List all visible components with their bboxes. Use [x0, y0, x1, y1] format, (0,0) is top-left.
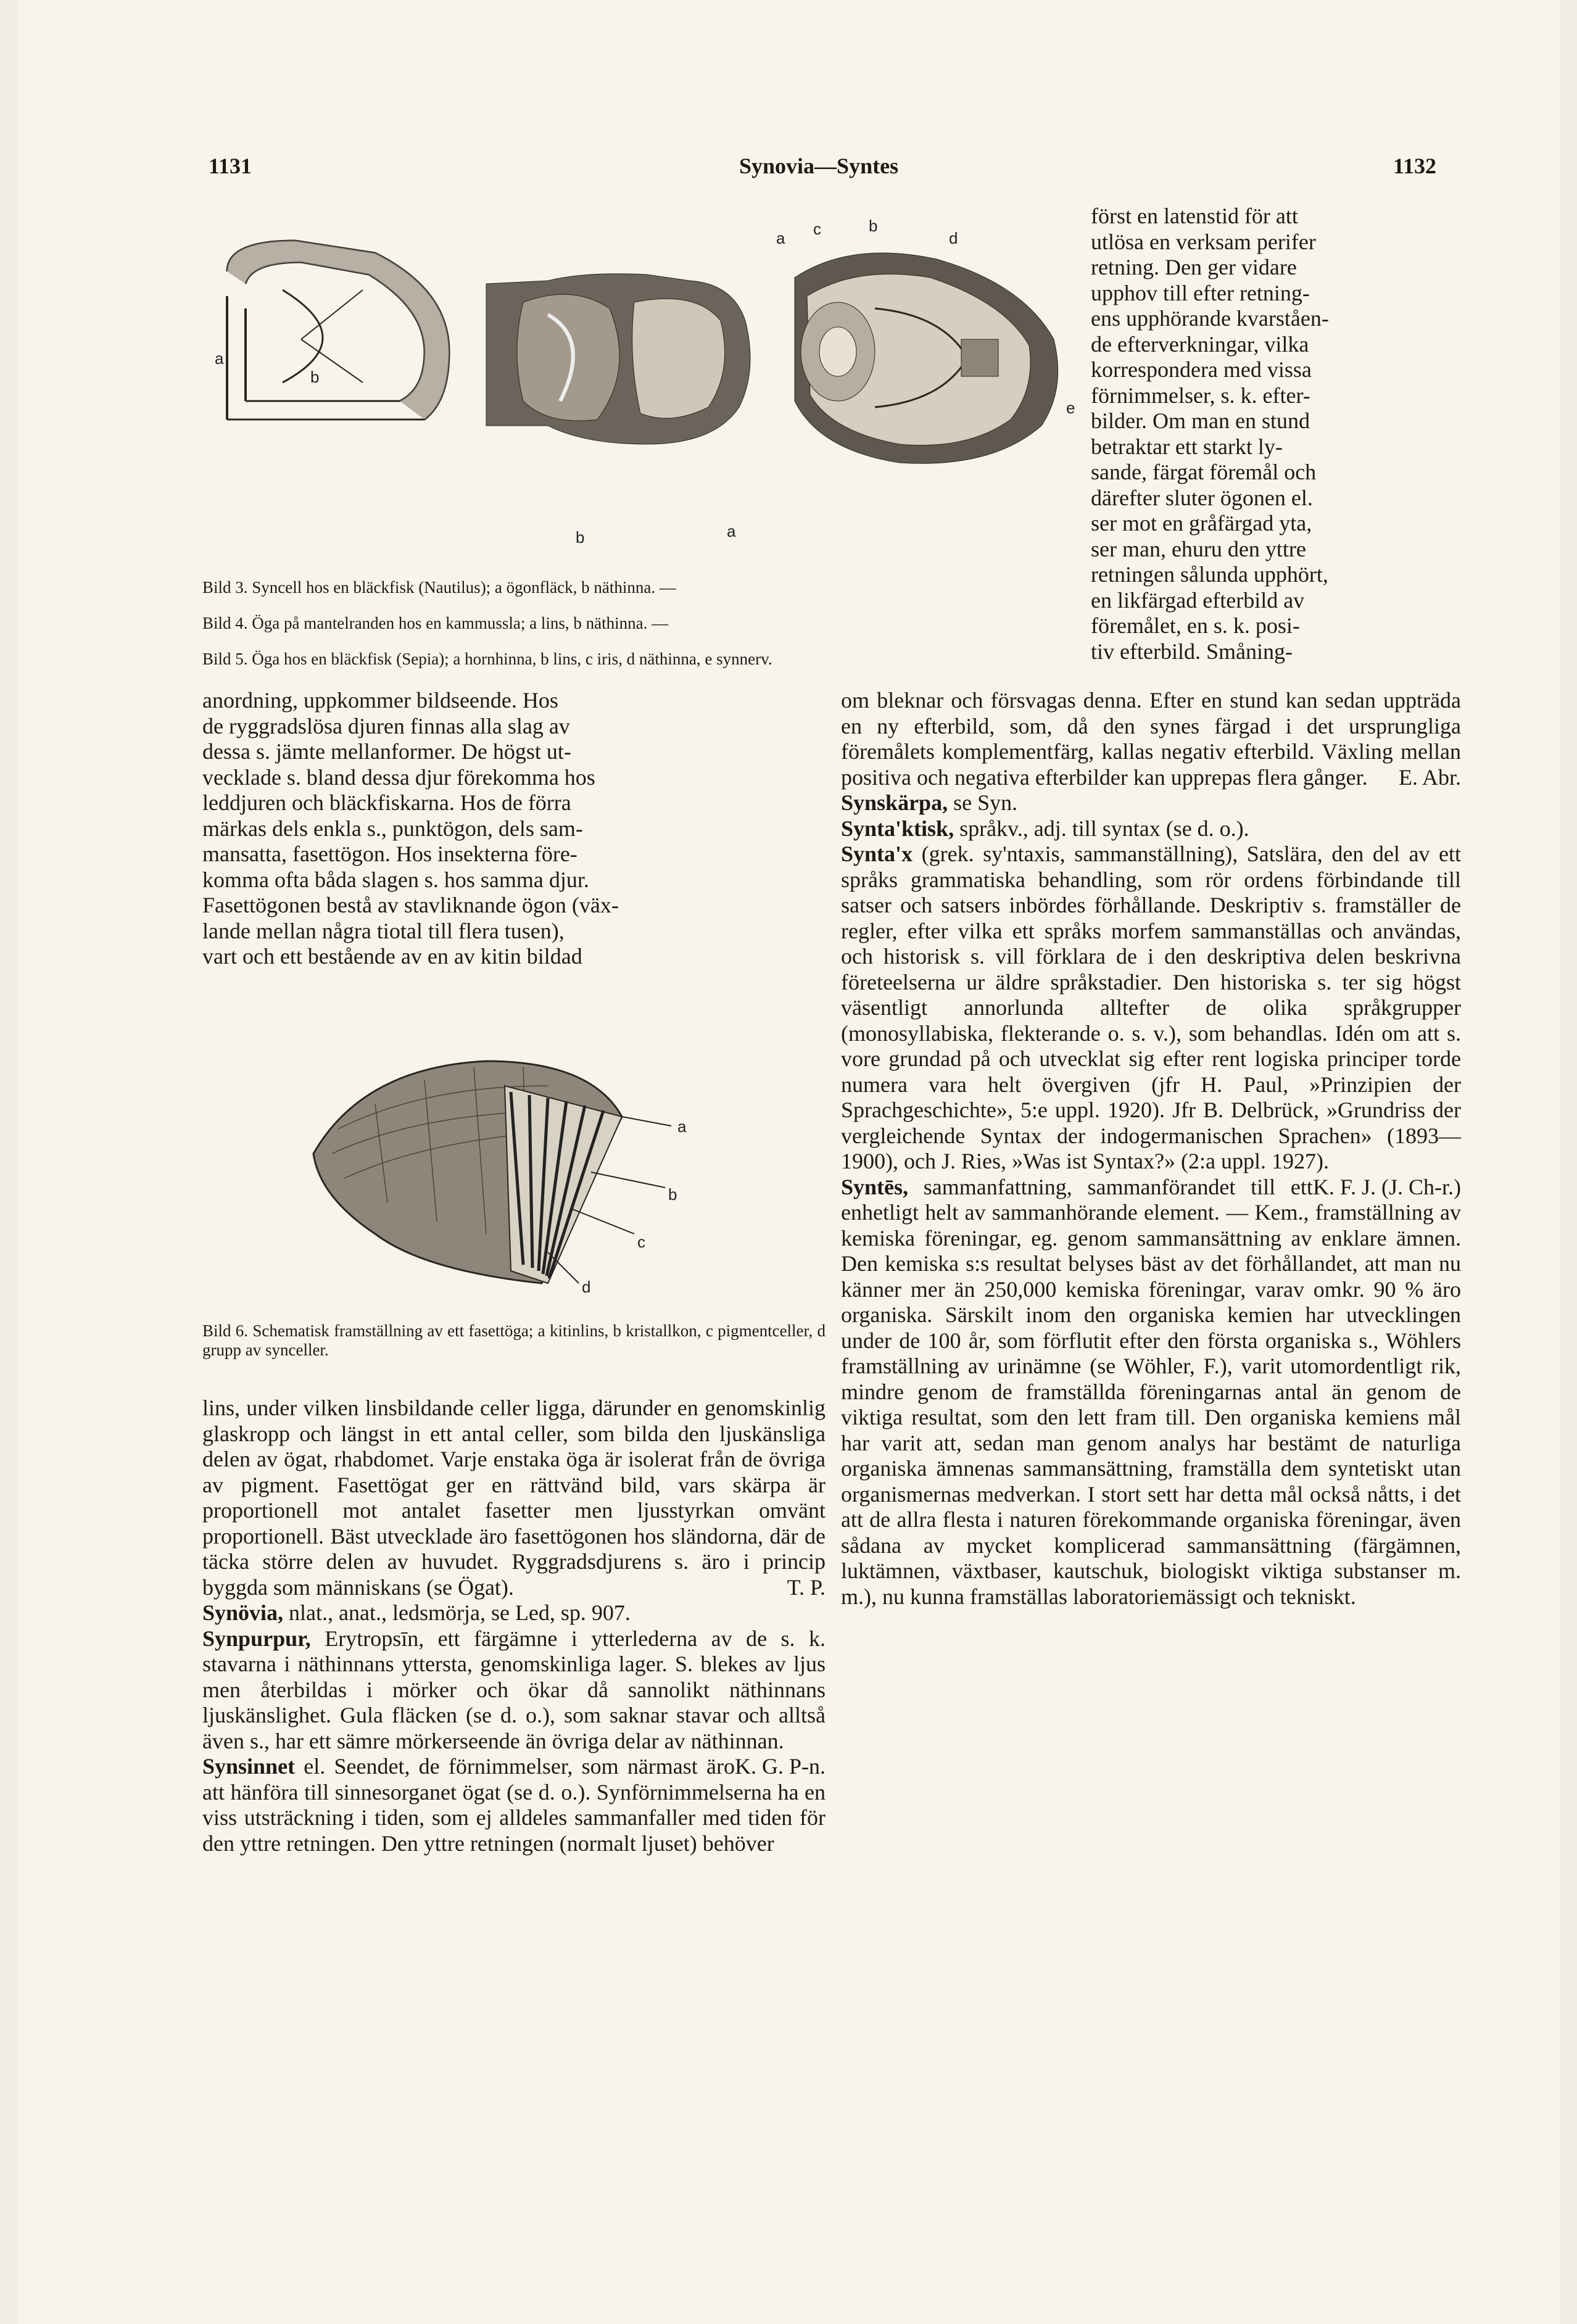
entry-text: sammanfattning, sammanförandet till ett enhetligt helt av sammanhörande element. — Kem., framställning av kemiska föreningar, eg. genom sammansättning av enklare ämnen. Den kemiska s:s resultat belyses bäst av det förhållandet, att man nu känner mer än 250,000 kemiska föreningar, varav omkr. 90 % äro organiska. Särskilt inom den organiska kemien har utvecklingen under de 100 år, som förflutit efter den första organiska s., Wöhlers framställning av urinämne (se Wöhler, F.), varit utomordentligt rik, mindre genom de framställda föreningarnas antal än genom de viktiga resultat, som den lett fram till. Den organiska kemiens mål har varit att, sedan man genom analys har bestämt de naturliga organiska ämnenas sammansättning, framställa dem syntetiskt utan organismernas medverkan. I stort sett har detta mål också nåtts, i det att de allra flesta i naturen förekommande organiska föreningar, även sådana av mycket komplicerad sammansättning (färgämnen, luktämnen, växtbaser, kautschuk, biologiskt viktiga substanser m. m.), nu kunna framställas laboratoriemässigt och tekniskt.: [841, 1174, 1461, 1609]
figure-bild-3-4-5: [202, 216, 1078, 561]
headword: Synpurpur,: [202, 1626, 311, 1651]
bild-3-drawing: [227, 241, 449, 420]
entry-text: språkv., adj. till syntax (se d. o.).: [954, 816, 1249, 841]
entry-text: nlat., anat., ledsmörja, se Led, sp. 907.: [283, 1600, 631, 1625]
text-line: utlösa en verksam perifer: [1091, 229, 1316, 254]
signature: E. Abr.: [1398, 764, 1461, 790]
caption-line: Bild 6. Schematisk framställning av ett fasettöga; a kitinlins, b kristallkon, c pigmentceller, d grupp av synceller.: [202, 1321, 826, 1359]
right-column-top: [1091, 204, 1461, 664]
headword: Synskärpa,: [841, 790, 948, 815]
text-line: dessa s. jämte mellanformer. De högst ut-: [202, 739, 571, 764]
entry-synskarpa: [841, 790, 1461, 816]
page: [17, 0, 1560, 2324]
text-line: en likfärgad efterbild av: [1091, 587, 1305, 613]
paragraph-text: lins, under vilken linsbildande celler ligga, därunder en genomskinlig glaskropp och längst in ett antal celler, som bilda den ljuskänsliga delen av ögat, rhabdomet. Varje enstaka öga är isolerat från de övriga av pigment. Fasettögat ger en rättvänd bild, vars skärpa är proportionell mot antalet fasetter men ljusstyrkan omvänt proportionell. Bäst utvecklade äro fasettögonen hos sländorna, där de täcka större delen av huvudet. Ryggradsdjurens s. äro i princip byggda som människans (se Ögat).: [202, 1396, 826, 1600]
signature: T. P.: [787, 1574, 826, 1600]
entry-text: Erytropsīn, ett färgämne i ytterlederna av de s. k. stavarna i näthinnans yttersta, genomskinliga lager. S. blekes av ljus men återbildas i mörker och ökar då sannolikt näthinnans ljuskänslighet. Gula fläcken (se d. o.), som saknar stavar och alltså även s., har ett sämre mörkerseende än övriga delar av näthinnan.: [202, 1626, 826, 1753]
signature: K. F. J. (J. Ch-r.): [1312, 1174, 1461, 1199]
text-line: upphov till efter retning-: [1091, 280, 1310, 305]
text-line: föremålet, en s. k. posi-: [1091, 613, 1300, 638]
page-number-right: 1132: [1393, 154, 1437, 178]
caption-line: Bild 4. Öga på mantelranden hos en kammussla; a lins, b näthinna. —: [202, 614, 669, 632]
text-line: förnimmelser, s. k. efter-: [1091, 383, 1310, 408]
entry-text: (grek. sy'ntaxis, sammanställning), Satslära, den del av ett språks grammatiska behandling, som rör ordens förbindande till satser och satsers inbördes förhållande. Deskriptiv s. framställer de regler, efter vilka ett språks morfem sammanställas och användas, och historisk s. vill förklara de i den deskriptiva delen beskrivna företeelserna ur äldre språkstadier. Den historiska s. ter sig högst väsentligt annorlunda alltefter de olika språkgrupper (monosyllabiska, flekterande o. s. v.), som behandlas. Idén om att s. vore grundad på och utvecklat sig efter rent logiska principer torde numera vara helt övergiven (jfr H. Paul, »Prinzipien der Sprachgeschichte», 5:e uppl. 1920). Jfr B. Delbrück, »Grundriss der vergleichende Syntax der indogermanischen Sprachen» (1893—1900), och J. Ries, »Was ist Syntax?» (2:a uppl. 1927).: [841, 842, 1461, 1173]
text-line: retningen sålunda upphört,: [1091, 562, 1328, 587]
paragraph: [841, 688, 1461, 790]
paragraph-text: om bleknar och försvagas denna. Efter en stund kan sedan uppträda en ny efterbild, som, då den synes färgad i det ursprungliga föremålets komplementfärg, kallas negativ efterbild. Växling mellan positiva och negativa efterbilder kan upprepas flera gånger.: [841, 688, 1461, 790]
text-line: korrespondera med vissa: [1091, 357, 1312, 382]
caption-bild-6: [202, 1305, 826, 1376]
caption-bild-3-4-5: [202, 561, 1085, 685]
fig-label: e: [1066, 399, 1075, 417]
fig-label: c: [813, 220, 821, 238]
entry-syntes: [841, 1175, 1461, 1610]
text-line: ser mot en gråfärgad yta,: [1091, 511, 1312, 536]
fig-label: b: [668, 1185, 677, 1204]
page-number-left: 1131: [209, 154, 252, 178]
text-line: anordning, uppkommer bildseende. Hos: [202, 688, 558, 713]
fig-label: a: [776, 229, 785, 247]
headword: Syntēs,: [841, 1174, 909, 1199]
entry-syntaktisk: [841, 816, 1461, 842]
text-line: tiv efterbild. Småning-: [1091, 639, 1293, 664]
fig-label: a: [677, 1117, 687, 1136]
fig-label: b: [310, 368, 320, 386]
caption-line: Bild 3. Syncell hos en bläckfisk (Nautilus); a ögonfläck, b näthinna. —: [202, 578, 676, 597]
headword: Synta'x: [841, 842, 913, 866]
text-line: därefter sluter ögonen el.: [1091, 485, 1313, 510]
text-line: först en latenstid för att: [1091, 204, 1298, 228]
text-line: vart och ett bestående av en av kitin bildad: [202, 944, 582, 969]
bild-5-drawing: [795, 253, 1058, 463]
running-header: Synovia—Syntes: [739, 154, 899, 178]
headword: Synövia,: [202, 1600, 284, 1625]
text-line: vecklade s. bland dessa djur förekomma hos: [202, 764, 595, 790]
fig-label: d: [949, 229, 958, 247]
text-line: ens upphörande kvarståen-: [1091, 306, 1329, 331]
text-line: de efterverkningar, vilka: [1091, 331, 1309, 357]
signature: K. G. P-n.: [734, 1754, 826, 1779]
caption-line: Bild 5. Öga hos en bläckfisk (Sepia); a hornhinna, b lins, c iris, d näthinna, e synnerv.: [202, 650, 772, 668]
fig-label: b: [576, 528, 585, 547]
fig-label: d: [582, 1278, 591, 1296]
headword: Synsinnet: [202, 1754, 296, 1779]
entry-synovia: [202, 1600, 826, 1626]
text-line: sande, färgat föremål och: [1091, 460, 1317, 484]
entry-text: se Syn.: [948, 790, 1018, 815]
text-line: mansatta, fasettögon. Hos insekterna före-: [202, 842, 577, 866]
right-column-bottom: [841, 688, 1461, 1610]
text-line: de ryggradslösa djuren finnas alla slag av: [202, 713, 570, 738]
fig-label: a: [215, 349, 224, 368]
entry-synsinnet: [202, 1754, 826, 1856]
paragraph: [202, 1396, 826, 1600]
left-column-bottom: [202, 1396, 826, 1856]
fig-label: c: [637, 1233, 645, 1251]
text-line: komma ofta båda slagen s. hos samma djur.: [202, 867, 589, 892]
text-line: Fasettögonen bestå av stavliknande ögon (väx-: [202, 893, 619, 917]
fig-label: a: [727, 522, 736, 540]
entry-text: el. Seendet, de förnimmelser, som närmast äro att hänföra till sinnesorganet ögat (se d. o.). Synförnimmelserna ha en viss utsträckning i tiden, som ej alldeles sammanfaller med tiden för den yttre retningen. Den yttre retningen (normalt ljuset) behöver: [202, 1754, 826, 1856]
text-line: ser man, ehuru den yttre: [1091, 536, 1306, 561]
headword: Synta'ktisk,: [841, 816, 954, 841]
text-line: bilder. Om man en stund: [1091, 408, 1310, 433]
text-line: märkas dels enkla s., punktögon, dels sam-: [202, 816, 583, 841]
left-column-middle: [202, 688, 826, 970]
figure-bild-6: [301, 1049, 795, 1296]
bild-4-drawing: [486, 274, 750, 444]
text-line: lande mellan några tiotal till flera tusen),: [202, 918, 565, 943]
text-line: retning. Den ger vidare: [1091, 255, 1297, 279]
text-line: betraktar ett starkt ly-: [1091, 434, 1283, 459]
fig-label: b: [869, 217, 878, 235]
text-line: leddjuren och bläckfiskarna. Hos de förra: [202, 790, 571, 815]
